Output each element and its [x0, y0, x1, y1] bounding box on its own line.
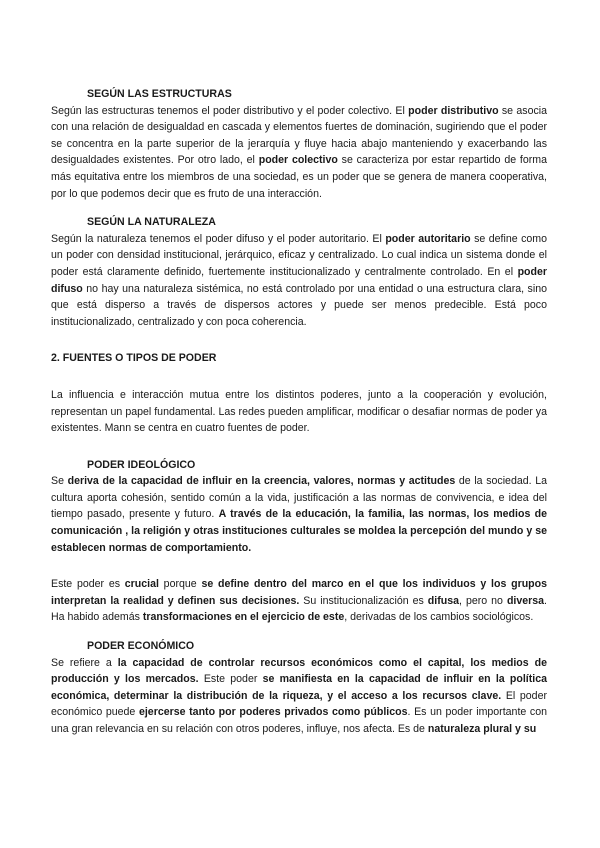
document-body — [51, 86, 547, 738]
bold-phrase: poder colectivo — [258, 154, 338, 167]
text-run: El poder económico puede — [51, 689, 547, 719]
paragraph-fuentes — [51, 387, 547, 437]
text-run: , pero no — [459, 594, 507, 607]
text-run: Este poder — [198, 673, 263, 686]
bold-phrase: deriva de la capacidad de influir en la creencia, valores, normas y actitudes — [67, 475, 456, 488]
paragraph-naturaleza — [51, 231, 547, 331]
bold-phrase: poder autoritario — [385, 232, 471, 245]
paragraph-economico — [51, 655, 547, 738]
bold-phrase: la capacidad de controlar recursos económicos como el capital, los medios de producción y los mercados. — [51, 656, 547, 686]
text-run: no hay una naturaleza sistémica, no está controlado por una entidad o una estructura clara, sino que está disperso a través de dispersos actores y puede ser menos predecible. Está poco institucionalizado, centralizado y con poca coherencia. — [51, 282, 547, 328]
paragraph-estructuras — [51, 103, 547, 203]
text-run: de la sociedad. La cultura aporta cohesión, sentido común a la vida, justificación a las normas de convivencia, e idea del tiempo pasado, presente y futuro. — [51, 475, 548, 521]
text-run: se caracteriza por estar repartido de forma más equitativa entre los miembros de una sociedad, es un poder que se genera de manera cooperativa, por lo que podemos decir que es fruto de una interacción. — [51, 154, 547, 200]
text-run: Se — [51, 475, 68, 488]
bold-phrase: naturaleza plural y su — [427, 723, 537, 735]
bold-phrase: crucial — [124, 578, 159, 591]
bold-phrase: ejercerse tanto por poderes privados como públicos — [138, 706, 408, 719]
text-run: porque — [158, 578, 202, 591]
text-run: . Es un poder importante con una gran relevancia en su relación con otros poderes, influye, nos afecta. Es de — [51, 706, 547, 735]
text-run: Este poder es — [51, 578, 125, 591]
bold-phrase: se define dentro del marco en el que los individuos y los grupos interpretan la realidad y definen sus decisiones. — [51, 578, 548, 607]
paragraph-ideologico-1 — [51, 473, 547, 556]
text-run: Se refiere a — [51, 656, 118, 669]
heading-ideologico: PODER IDEOLÓGICO — [87, 458, 196, 471]
heading-estructuras: SEGÚN LAS ESTRUCTURAS — [87, 88, 232, 100]
text-run: La influencia e interacción mutua entre los distintos poderes, junto a la cooperación y evolución, representan un papel fundamental. Las redes pueden amplificar, modificar o desafiar normas de poder ya existentes. Mann se centra en cuatro fuentes de poder. — [51, 388, 547, 435]
bold-phrase: transformaciones en el ejercicio de este — [142, 611, 345, 624]
text-run: Su institucionalización es — [299, 594, 428, 607]
text-run: , derivadas de los cambios sociológicos. — [344, 611, 534, 624]
text-run: Según la naturaleza tenemos el poder difuso y el poder autoritario. El — [51, 232, 386, 245]
text-run: . Ha habido además — [51, 594, 547, 624]
bold-phrase: difusa — [427, 594, 459, 607]
text-run: se asocia con una relación de desigualdad en cascada y elementos fuertes de dominación, sugiriendo que el poder se concentra en la parte superior de la jerarquía y fluye hacia abajo manteniendo y exacerbando las desigualdades existentes. Por otro lado, el — [51, 104, 548, 167]
text-run: se define como un poder con densidad institucional, jerárquico, eficaz y centralizado. Lo cual indica un sistema donde el poder está claramente definido, fuertemente institucionalizado y centralmente controlado. En el — [51, 232, 547, 278]
heading-naturaleza: SEGÚN LA NATURALEZA — [87, 216, 216, 229]
bold-phrase: diversa — [506, 594, 545, 607]
heading-economico: PODER ECONÓMICO — [87, 640, 195, 653]
bold-phrase: se manifiesta en la capacidad de influir en la política económica, determinar la distribución de la riqueza, y el acceso a los recursos clave. — [51, 673, 548, 702]
heading-fuentes: 2. FUENTES O TIPOS DE PODER — [51, 352, 217, 365]
text-run: Según las estructuras tenemos el poder distributivo y el poder colectivo. El — [51, 104, 409, 117]
bold-phrase: poder distributivo — [408, 104, 499, 117]
paragraph-ideologico-2 — [51, 576, 547, 626]
bold-phrase: poder difuso — [51, 265, 547, 295]
bold-phrase: A través de la educación, la familia, las normas, los medios de comunicación , la religión y otras instituciones culturales se moldea la percepción del mundo y se establecen normas de comportamiento. — [51, 508, 547, 554]
